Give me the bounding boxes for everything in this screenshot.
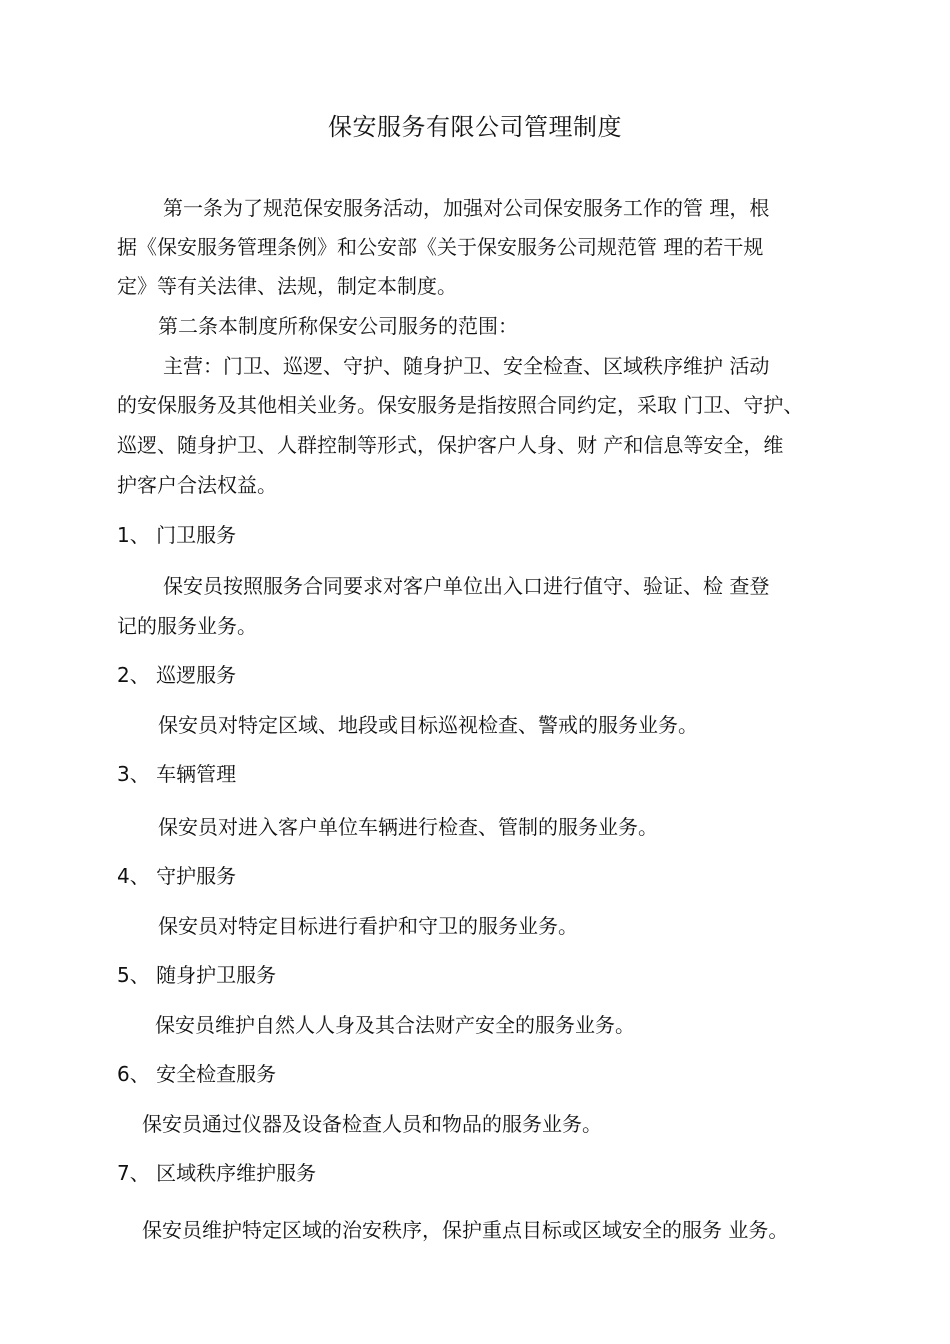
service-heading-2: 2、 巡逻服务 (117, 663, 237, 687)
service-desc-4: 保安员对特定目标进行看护和守卫的服务业务。 (158, 914, 578, 938)
service-heading-5: 5、 随身护卫服务 (117, 963, 277, 987)
scope-line-2: 的安保服务及其他相关业务。保安服务是指按照合同约定，采取 门卫、守护、 (117, 393, 804, 417)
service-desc-7: 保安员维护特定区域的治安秩序，保护重点目标或区域安全的服务 业务。 (142, 1218, 789, 1242)
article1-line-2: 据《保安服务管理条例》和公安部《关于保安服务公司规范管 理的若干规 (117, 235, 764, 259)
document-title: 保安服务有限公司管理制度 (328, 113, 622, 141)
service-desc-6: 保安员通过仪器及设备检查人员和物品的服务业务。 (142, 1112, 602, 1136)
service-desc-3: 保安员对进入客户单位车辆进行检查、管制的服务业务。 (158, 815, 658, 839)
service-heading-4: 4、 守护服务 (117, 864, 237, 888)
article1-line-3: 定》等有关法律、法规，制定本制度。 (117, 274, 457, 298)
service-desc-1-line-2: 记的服务业务。 (117, 614, 257, 638)
service-desc-2: 保安员对特定区域、地段或目标巡视检查、警戒的服务业务。 (158, 713, 698, 737)
article2-line: 第二条本制度所称保安公司服务的范围： (158, 314, 518, 338)
scope-line-3: 巡逻、随身护卫、人群控制等形式，保护客户人身、财 产和信息等安全，维 (117, 433, 784, 457)
service-heading-1: 1、 门卫服务 (117, 523, 237, 547)
scope-line-1: 主营：门卫、巡逻、守护、随身护卫、安全检查、区域秩序维护 活动 (163, 354, 770, 378)
article1-line-1: 第一条为了规范保安服务活动，加强对公司保安服务工作的管 理，根 (163, 196, 770, 220)
service-desc-5: 保安员维护自然人人身及其合法财产安全的服务业务。 (155, 1013, 635, 1037)
scope-line-4: 护客户合法权益。 (117, 473, 277, 497)
service-heading-7: 7、 区域秩序维护服务 (117, 1161, 317, 1185)
service-heading-3: 3、 车辆管理 (117, 762, 237, 786)
service-desc-1-line-1: 保安员按照服务合同要求对客户单位出入口进行值守、验证、检 查登 (163, 574, 770, 598)
service-heading-6: 6、 安全检查服务 (117, 1062, 277, 1086)
